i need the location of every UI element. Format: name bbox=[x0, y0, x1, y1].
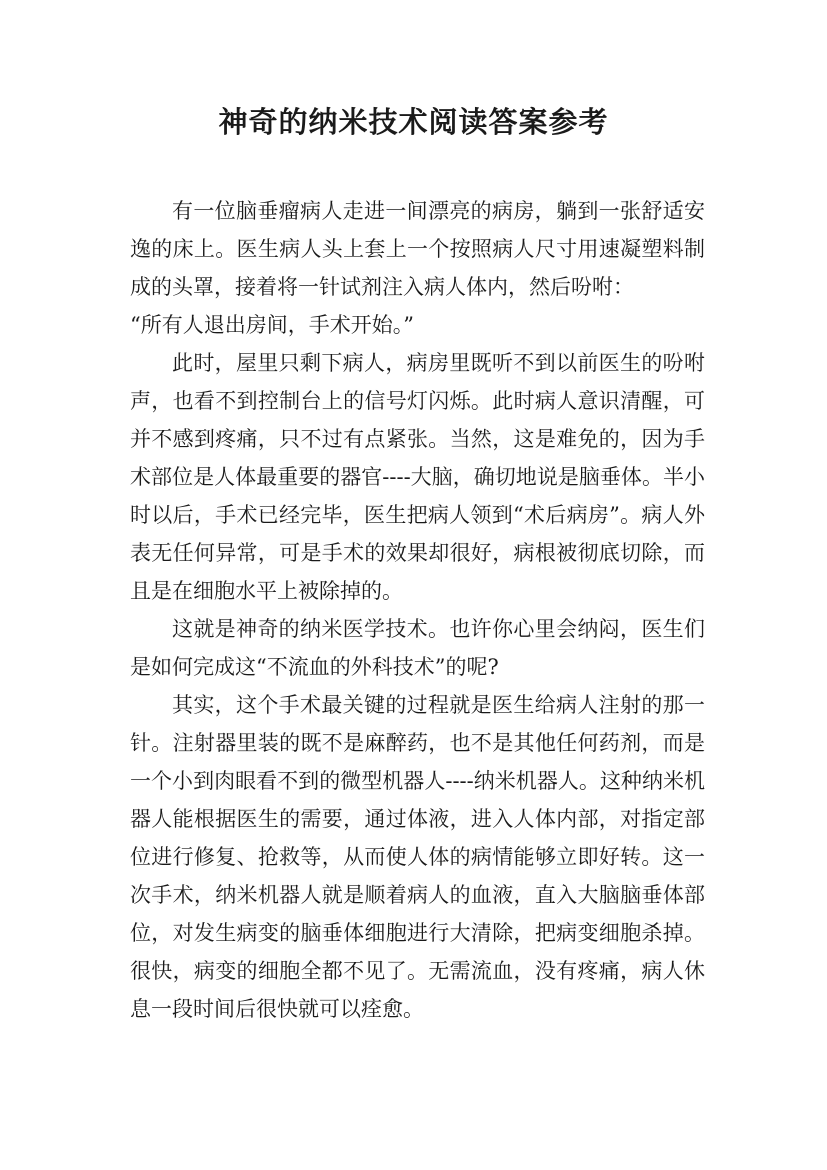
paragraph-3: 这就是神奇的纳米医学技术。也许你心里会纳闷，医生们是如何完成这“不流血的外科技术”的呢? bbox=[130, 617, 705, 679]
paragraph-1: 有一位脑垂瘤病人走进一间漂亮的病房，躺到一张舒适安逸的床上。医生病人头上套上一个按照病人尺寸用速凝塑料制成的头罩，接着将一针试剂注入病人体内，然后吩咐： bbox=[130, 199, 705, 299]
paragraph-4: 其实，这个手术最关键的过程就是医生给病人注射的那一针。注射器里装的既不是麻醉药，也不是其他任何药剂，而是一个小到肉眼看不到的微型机器人----纳米机器人。这种纳米机器人能根据医生的需要，通过体液，进入人体内部，对指定部位进行修复、抢救等，从而使人体的病情能够立即好转。这一次手术，纳米机器人就是顺着病人的血液，直入大脑脑垂体部位，对发生病变的脑垂体细胞进行大清除，把病变细胞杀掉。很快，病变的细胞全都不见了。无需流血，没有疼痛，病人休息一段时间后很快就可以痊愈。 bbox=[130, 693, 705, 1021]
document-title: 神奇的纳米技术阅读答案参考 bbox=[218, 105, 609, 139]
paragraph-1-quote: “所有人退出房间，手术开始。” bbox=[130, 313, 414, 337]
document-body bbox=[130, 192, 705, 1028]
paragraph-2: 此时，屋里只剩下病人，病房里既听不到以前医生的吩咐声，也看不到控制台上的信号灯闪烁。此时病人意识清醒，可并不感到疼痛，只不过有点紧张。当然，这是难免的，因为手术部位是人体最重要的器官----大脑，确切地说是脑垂体。半小时以后，手术已经完毕，医生把病人领到“术后病房”。病人外表无任何异常，可是手术的效果却很好，病根被彻底切除，而且是在细胞水平上被除掉的。 bbox=[130, 351, 705, 603]
